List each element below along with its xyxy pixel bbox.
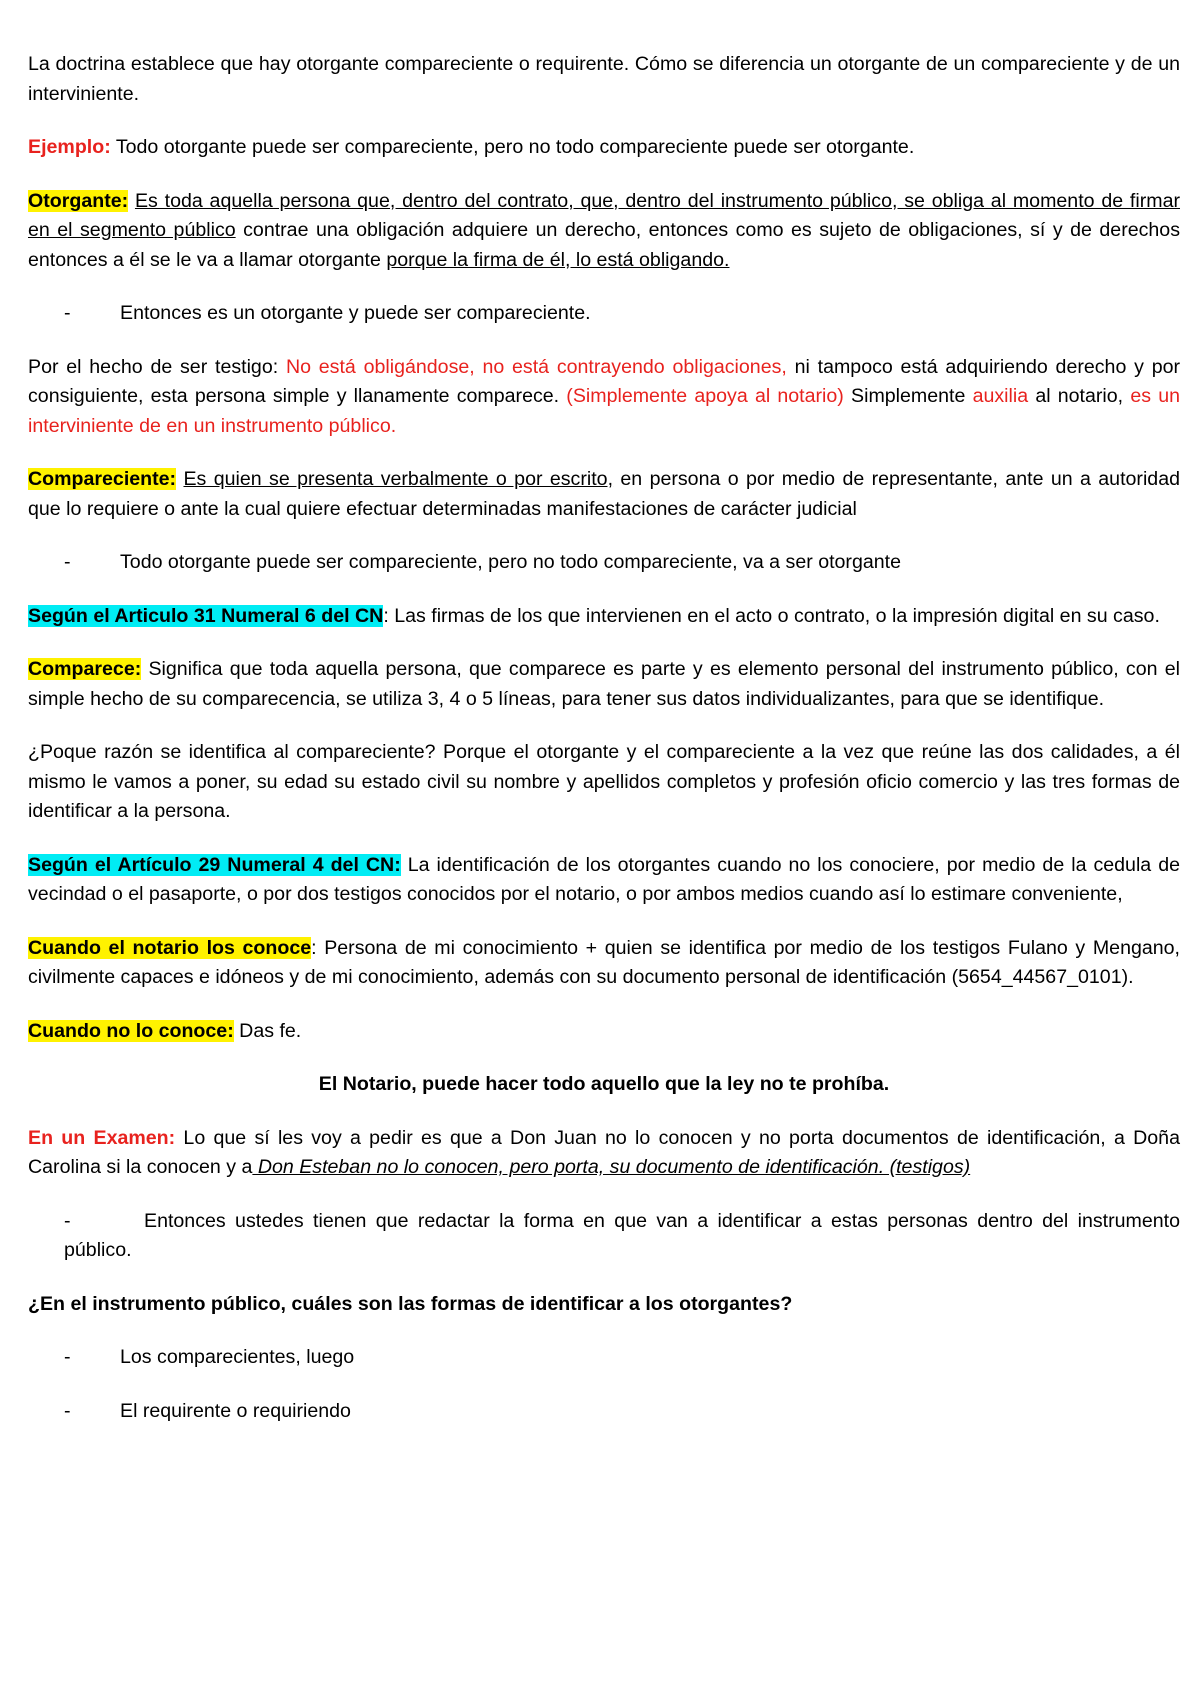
- testigo-paragraph: Por el hecho de ser testigo: No está obligándose, no está contrayendo obligaciones, ni tampoco está adquiriendo derecho y por consiguiente, esta persona simple y llanamente comparece. (Simplemente apoya al notario) Simplemente auxilia al notario, es un interviniente de en un instrumento público.: [28, 355, 1181, 437]
- list-item: - Todo otorgante puede ser compareciente, pero no todo compareciente, va a ser otorgante: [28, 548, 1180, 578]
- examen-paragraph: En un Examen: Lo que sí les voy a pedir es que a Don Juan no lo conocen y no porta documentos de identificación, a Doña Carolina si la conocen y a Don Esteban no lo conocen, pero porta, su documento de identificación. (testigos): [28, 1126, 1180, 1178]
- notario-heading: El Notario, puede hacer todo aquello que la ley no te prohíba.: [318, 1073, 890, 1095]
- list-item: - Los comparecientes, luego: [28, 1343, 1180, 1373]
- articulo-31-label: Según el Articulo 31 Numeral 6 del CN: [28, 604, 384, 627]
- notario-conoce-label: Cuando el notario los conoce: [28, 936, 312, 959]
- document-page: [28, 50, 1180, 1450]
- bullet-dash: -: [64, 302, 71, 324]
- articulo-31-paragraph: Según el Articulo 31 Numeral 6 del CN: Las firmas de los que intervienen en el acto o contrato, o la impresión digital en su caso.: [28, 604, 1160, 627]
- bullet-dash: -: [64, 551, 71, 573]
- bullet-dash: -: [64, 1346, 71, 1368]
- comparece-paragraph: Comparece: Significa que toda aquella persona, que comparece es parte y es elemento personal del instrumento público, con el simple hecho de su comparecencia, se utiliza 3, 4 o 5 líneas, para tener sus datos individualizantes, para que se identifique.: [28, 658, 1180, 710]
- question-heading: ¿En el instrumento público, cuáles son las formas de identificar a los otorgantes?: [28, 1292, 793, 1315]
- otorgante-label: Otorgante:: [28, 189, 129, 212]
- list-item: - Entonces ustedes tienen que redactar la forma en que van a identificar a estas personas dentro del instrumento público.: [64, 1207, 1180, 1266]
- compareciente-label: Compareciente:: [28, 468, 177, 490]
- list-item: - El requirente o requiriendo: [28, 1397, 1180, 1427]
- notario-conoce-paragraph: Cuando el notario los conoce: Persona de mi conocimiento + quien se identifica por medio de los testigos Fulano y Mengano, civilmente capaces e idóneos y de mi conocimiento, además con su documento personal de identificación (5654_44567_0101).: [28, 936, 1180, 988]
- intro-paragraph: La doctrina establece que hay otorgante compareciente o requirente. Cómo se diferencia un otorgante de un compareciente y de un interviniente.: [28, 53, 1180, 105]
- ejemplo-paragraph: Ejemplo: Todo otorgante puede ser compareciente, pero no todo compareciente puede ser otorgante.: [28, 136, 915, 158]
- articulo-29-label: Según el Artículo 29 Numeral 4 del CN:: [28, 853, 401, 876]
- ejemplo-label: Ejemplo:: [28, 136, 111, 158]
- comparece-label: Comparece:: [28, 658, 142, 680]
- list-item: - Entonces es un otorgante y puede ser compareciente.: [28, 299, 1180, 329]
- poque-razon-paragraph: ¿Poque razón se identifica al compareciente? Porque el otorgante y el compareciente a la vez que reúne las dos calidades, a él mismo le vamos a poner, su edad su estado civil su nombre y apellidos completos y profesión oficio comercio y las tres formas de identificar a la persona.: [28, 741, 1180, 822]
- articulo-29-paragraph: Según el Artículo 29 Numeral 4 del CN: La identificación de los otorgantes cuando no los conociere, por medio de la cedula de vecindad o el pasaporte, o por dos testigos conocidos por el notario, o por ambos medios cuando así lo estimare conveniente,: [28, 853, 1181, 905]
- no-conoce-paragraph: Cuando no lo conoce: Das fe.: [28, 1019, 302, 1042]
- compareciente-paragraph: Compareciente: Es quien se presenta verbalmente o por escrito, en persona o por medio de representante, ante un a autoridad que lo requiere o ante la cual quiere efectuar determinadas manifestaciones de carácter judicial: [28, 468, 1180, 520]
- otorgante-paragraph: Otorgante: Es toda aquella persona que, dentro del contrato, que, dentro del instrumento público, se obliga al momento de firmar en el segmento público contrae una obligación adquiere un derecho, entonces como es sujeto de obligaciones, sí y de derechos entonces a él se le va a llamar otorgante porque la firma de él, lo está obligando.: [28, 189, 1180, 271]
- bullet-dash: -: [64, 1209, 71, 1232]
- examen-label: En un Examen:: [28, 1126, 176, 1149]
- no-conoce-label: Cuando no lo conoce:: [28, 1019, 234, 1042]
- bullet-dash: -: [64, 1399, 71, 1422]
